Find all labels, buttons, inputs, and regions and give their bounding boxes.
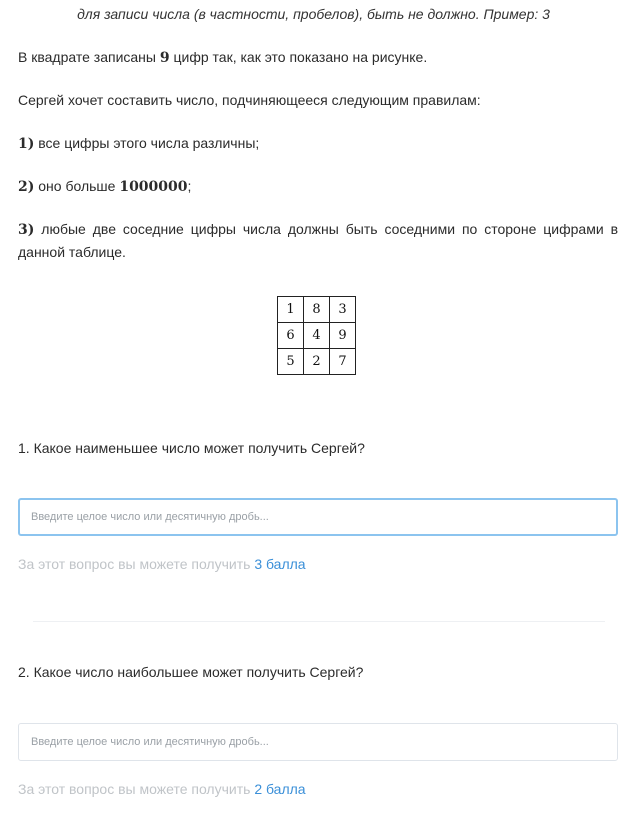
rule-text: все цифры этого числа различны; xyxy=(34,135,260,151)
table-row xyxy=(278,349,356,375)
question-2-label: 2. Какое число наибольшее может получить Сергей? xyxy=(18,664,364,680)
instruction-note: для записи числа (в частности, пробелов), быть не должно. Пример: 3 xyxy=(77,6,550,22)
points-text: За этот вопрос вы можете получить xyxy=(18,781,255,797)
points-value: 2 балла xyxy=(254,781,306,797)
rule-text: оно больше xyxy=(34,178,120,194)
question-2-points xyxy=(18,781,306,797)
table-cell: 7 xyxy=(330,349,356,375)
points-value: 3 балла xyxy=(254,556,306,572)
answer-2-input[interactable] xyxy=(18,723,618,761)
table-cell: 6 xyxy=(278,323,304,349)
goal-text: Сергей хочет составить число, подчиняющееся следующим правилам: xyxy=(18,92,481,108)
digit-count: 9 xyxy=(159,50,170,66)
table-row xyxy=(278,297,356,323)
question-1-points xyxy=(18,556,306,572)
table-cell: 1 xyxy=(278,297,304,323)
rule-number: 1) xyxy=(18,136,35,152)
rule-3 xyxy=(18,218,618,263)
rule-1 xyxy=(18,132,618,155)
rule-text: ; xyxy=(187,178,192,194)
rule-text: любые две соседние цифры числа должны быть соседними по стороне цифрами в данной таблице. xyxy=(18,221,618,260)
intro-text xyxy=(18,46,618,69)
table-cell: 4 xyxy=(304,323,330,349)
section-divider xyxy=(33,621,605,622)
question-1-label: 1. Какое наименьшее число может получить Сергей? xyxy=(18,440,365,456)
table-row xyxy=(278,323,356,349)
rule-value: 1000000 xyxy=(119,179,188,195)
rule-number: 3) xyxy=(18,222,35,238)
rule-2 xyxy=(18,175,618,198)
table-cell: 3 xyxy=(330,297,356,323)
table-cell: 8 xyxy=(304,297,330,323)
points-text: За этот вопрос вы можете получить xyxy=(18,556,255,572)
table-cell: 5 xyxy=(278,349,304,375)
intro-text-part: цифр так, как это показано на рисунке. xyxy=(169,49,428,65)
table-cell: 9 xyxy=(330,323,356,349)
rule-number: 2) xyxy=(18,179,35,195)
intro-text-part: В квадрате записаны xyxy=(18,49,160,65)
table-cell: 2 xyxy=(304,349,330,375)
digit-table xyxy=(277,296,356,375)
answer-1-input[interactable] xyxy=(18,498,618,536)
